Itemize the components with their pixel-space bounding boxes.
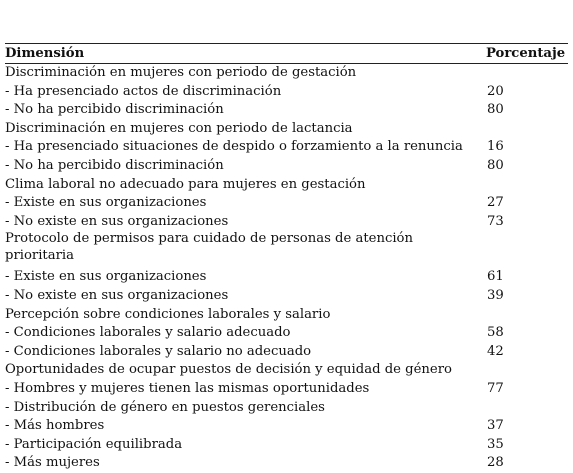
table-row: [5, 343, 568, 362]
table-row: [5, 176, 568, 195]
table-row: [5, 361, 568, 380]
table-row: [5, 324, 568, 343]
table-row: [5, 83, 568, 102]
row-label: - Existe en sus organizaciones: [5, 269, 207, 285]
table-row: [5, 380, 568, 399]
row-label: - No ha percibido discriminación: [5, 102, 224, 118]
row-label: - No existe en sus organizaciones: [5, 213, 229, 229]
row-percentage: [486, 306, 568, 325]
row-label: - Más mujeres: [5, 455, 100, 471]
row-label: - Distribución de género en puestos gerenciales: [5, 399, 325, 415]
row-percentage: 27: [487, 195, 504, 211]
row-label: Clima laboral no adecuado para mujeres en gestación: [5, 176, 366, 192]
row-percentage: [486, 120, 568, 139]
row-label: Discriminación en mujeres con periodo de lactancia: [5, 120, 353, 136]
row-percentage: [486, 176, 568, 195]
row-percentage: 80: [487, 102, 504, 118]
table-row: [5, 436, 568, 455]
row-label: - Existe en sus organizaciones: [5, 195, 207, 211]
row-percentage: 77: [487, 380, 504, 396]
header-percentage: Porcentaje: [486, 44, 568, 64]
table-row: [5, 306, 568, 325]
row-label: - Hombres y mujeres tienen las mismas oportunidades: [5, 380, 370, 396]
table-row: [5, 454, 568, 473]
row-percentage: 16: [487, 139, 504, 155]
row-label: Discriminación en mujeres con periodo de gestación: [5, 65, 357, 80]
row-percentage: 58: [487, 325, 504, 341]
header-dimension: Dimensión: [5, 44, 486, 64]
row-percentage: 42: [487, 343, 504, 359]
row-percentage: [486, 64, 568, 83]
row-percentage: 28: [487, 455, 504, 471]
table-row: [5, 417, 568, 436]
row-label: - No existe en sus organizaciones: [5, 287, 229, 303]
table-row: [5, 213, 568, 232]
table-header-row: [5, 44, 568, 64]
row-percentage: 39: [487, 287, 504, 303]
table-row: [5, 64, 568, 83]
row-percentage: 37: [487, 418, 504, 434]
row-label: - Condiciones laborales y salario no adecuado: [5, 343, 312, 359]
table-row: [5, 194, 568, 213]
table-row: [5, 399, 568, 418]
table-body: [5, 64, 568, 473]
results-table: [5, 43, 568, 473]
row-percentage: 20: [487, 83, 504, 99]
table-row: [5, 231, 568, 268]
row-percentage: 80: [487, 157, 504, 173]
row-label: - Condiciones laborales y salario adecuado: [5, 325, 291, 341]
row-label: Percepción sobre condiciones laborales y salario: [5, 306, 331, 322]
row-percentage: 35: [487, 436, 504, 452]
row-percentage: [486, 399, 568, 418]
table-row: [5, 268, 568, 287]
table-row: [5, 138, 568, 157]
table-row: [5, 101, 568, 120]
row-label: Protocolo de permisos para cuidado de personas de atención prioritaria: [5, 231, 413, 263]
row-label: - Participación equilibrada: [5, 436, 183, 452]
row-label: - Ha presenciado situaciones de despido o forzamiento a la renuncia: [5, 139, 463, 155]
row-label: - Ha presenciado actos de discriminación: [5, 83, 282, 99]
row-percentage: 73: [487, 213, 504, 229]
table-row: [5, 120, 568, 139]
row-label: - No ha percibido discriminación: [5, 157, 224, 173]
row-percentage: [486, 231, 568, 268]
row-percentage: [486, 361, 568, 380]
row-percentage: 61: [487, 269, 504, 285]
table-row: [5, 287, 568, 306]
table-row: [5, 157, 568, 176]
row-label: - Más hombres: [5, 418, 105, 434]
row-label: Oportunidades de ocupar puestos de decisión y equidad de género: [5, 362, 452, 378]
